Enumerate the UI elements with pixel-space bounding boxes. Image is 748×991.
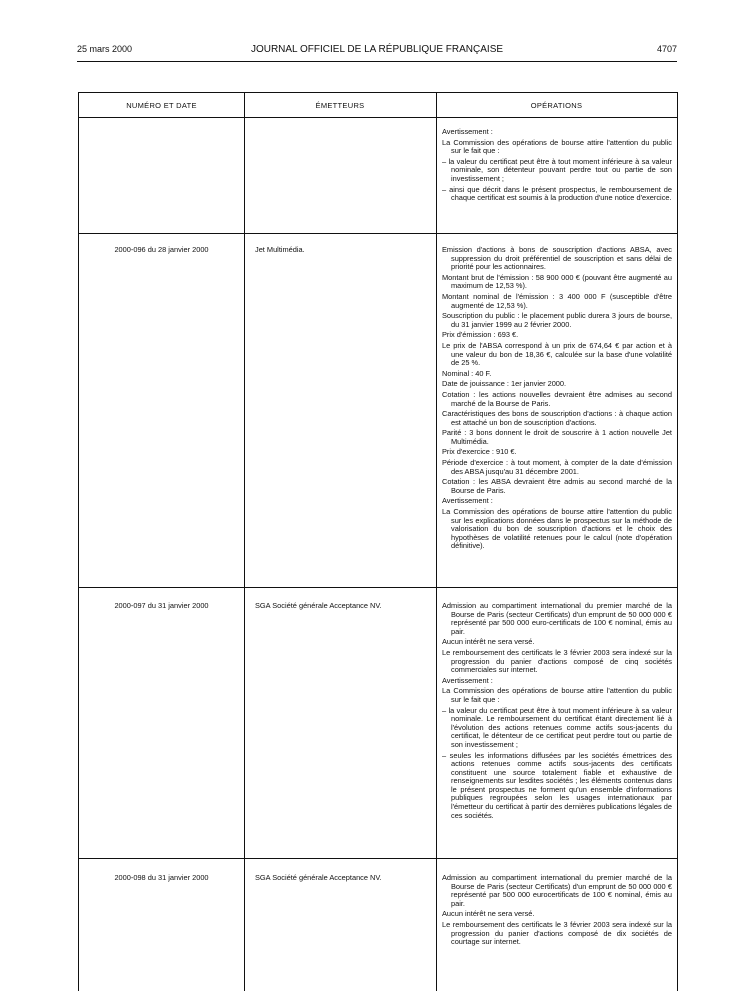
operation-line: – la valeur du certificat peut être à tout moment inférieure à sa valeur nominale. Le remboursement du certificat étant directement lié à l'évolution des actions retenues comme actifs sous-jacents du certificat, le détenteur de ce certificat peut perdre tout ou partie de son investissement ; [442,705,672,749]
table-header [79,93,677,118]
column-header-emetteurs: ÉMETTEURS [315,101,365,110]
operation-line: Admission au compartiment international du premier marché de la Bourse de Paris (secteur Certificats) d'un emprunt de 50 000 000 € représenté par 500 000 eurocertificats de 100 € nominal, émis au pair. [442,873,672,908]
header-date: 25 mars 2000 [77,44,133,54]
row-operations [442,874,672,949]
operation-line: Admission au compartiment international du premier marché de la Bourse de Paris (secteur Certificats) d'un emprunt de 50 000 000 € représenté par 500 000 euro-certificats de 100 € nominal, émis au pair. [442,601,672,636]
operation-line: La Commission des opérations de bourse attire l'attention du public sur le fait que : [442,686,672,704]
operation-line: – seules les informations diffusées par les sociétés émettrices des actions retenues comme actifs sous-jacents des certificats constituent une source totalement fiable et exhaustive de renseignements sur lesdites sociétés ; les éléments contenus dans le présent prospectus ne forment qu'un ensemble d'informations publiques regroupées selon les usages internationaux par l'émetteur du certificat à partir des dernières publications légales de ces sociétés. [442,750,672,820]
operations-table [78,92,678,991]
row-operations [442,128,672,205]
operation-line: Montant brut de l'émission : 58 900 000 € (pouvant être augmenté au maximum de 12,53 %). [442,272,672,291]
operation-line: Avertissement : [442,127,493,136]
page-number: 4707 [656,44,677,54]
operation-line: Avertissement : [442,675,493,685]
row-divider [79,233,677,234]
row-emetteur: SGA Société générale Acceptance NV. [255,601,382,610]
operation-line: Période d'exercice : à tout moment, à compter de la date d'émission des ABSA jusqu'au 31 décembre 2001. [442,458,672,476]
operation-line: Le prix de l'ABSA correspond à un prix de 674,64 € par action et à une valeur du bon de 18,36 €, calculée sur la base d'une volatilité de 25 %. [442,340,672,368]
column-divider [244,93,245,991]
operation-line: La Commission des opérations de bourse attire l'attention du public sur le fait que : [442,137,672,156]
operation-line: Le remboursement des certificats le 3 février 2003 sera indexé sur la progression du panier d'actions composé de dix sociétés de courtage sur internet. [442,919,672,947]
row-emetteur: Jet Multimédia. [255,245,305,254]
operation-line: – la valeur du certificat peut être à tout moment inférieure à sa valeur nominale, son détenteur pouvant perdre tout ou partie de son investissement ; [442,156,672,183]
operation-line: – ainsi que décrit dans le présent prospectus, le remboursement de chaque certificat est soumis à la production d'une notice d'exercice. [442,184,672,203]
operation-line: Caractéristiques des bons de souscription d'actions : à chaque action est attaché un bon de souscription d'actions. [442,409,672,427]
operation-line: Emission d'actions à bons de souscription d'actions ABSA, avec suppression du droit préférentiel de souscription et sans délai de priorité pour les actionnaires. [442,245,672,272]
operation-line: Parité : 3 bons donnent le droit de souscrire à 1 action nouvelle Jet Multimédia. [442,428,672,446]
operation-line: Avertissement : [442,496,493,506]
column-divider [436,93,437,991]
operation-line: Aucun intérêt ne sera versé. [442,909,535,919]
operation-line: Date de jouissance : 1er janvier 2000. [442,379,567,389]
row-emetteur: SGA Société générale Acceptance NV. [255,873,382,882]
header-rule [77,61,677,62]
operation-line: Montant nominal de l'émission : 3 400 000 F (susceptible d'être augmenté de 12,53 %). [442,291,672,310]
operation-line: Cotation : les actions nouvelles devraient être admises au second marché de la Bourse de Paris. [442,389,672,408]
operation-line: Le remboursement des certificats le 3 février 2003 sera indexé sur la progression du panier d'actions composé de cinq sociétés commerciales sur internet. [442,647,672,675]
operation-line: Aucun intérêt ne sera versé. [442,637,535,647]
row-numero: 2000-097 du 31 janvier 2000 [114,601,209,610]
column-header-numero: NUMÉRO ET DATE [126,101,197,110]
operation-line: Cotation : les ABSA devraient être admis au second marché de la Bourse de Paris. [442,477,672,495]
row-numero: 2000-098 du 31 janvier 2000 [114,873,209,882]
operation-line: La Commission des opérations de bourse attire l'attention du public sur les explications données dans le prospectus sur la méthode de valorisation du bon de souscription d'actions et le choix des hypothèses de volatilité retenues pour le calcul (note d'opération définitive). [442,507,672,551]
row-divider [79,587,677,588]
operation-line: Prix d'exercice : 910 €. [442,447,517,457]
operation-line: Nominal : 40 F. [442,368,492,378]
row-numero: 2000-096 du 28 janvier 2000 [114,245,209,254]
operation-line: Souscription du public : le placement public durera 3 jours de bourse, du 31 janvier 1999 au 2 février 2000. [442,311,672,329]
journal-title: JOURNAL OFFICIEL DE LA RÉPUBLIQUE FRANÇAISE [250,44,504,55]
row-operations [442,602,672,822]
operation-line: Prix d'émission : 693 €. [442,330,519,340]
page-header [77,44,677,58]
row-divider [79,858,677,859]
row-operations [442,246,672,553]
column-header-operations: OPÉRATIONS [530,101,583,110]
